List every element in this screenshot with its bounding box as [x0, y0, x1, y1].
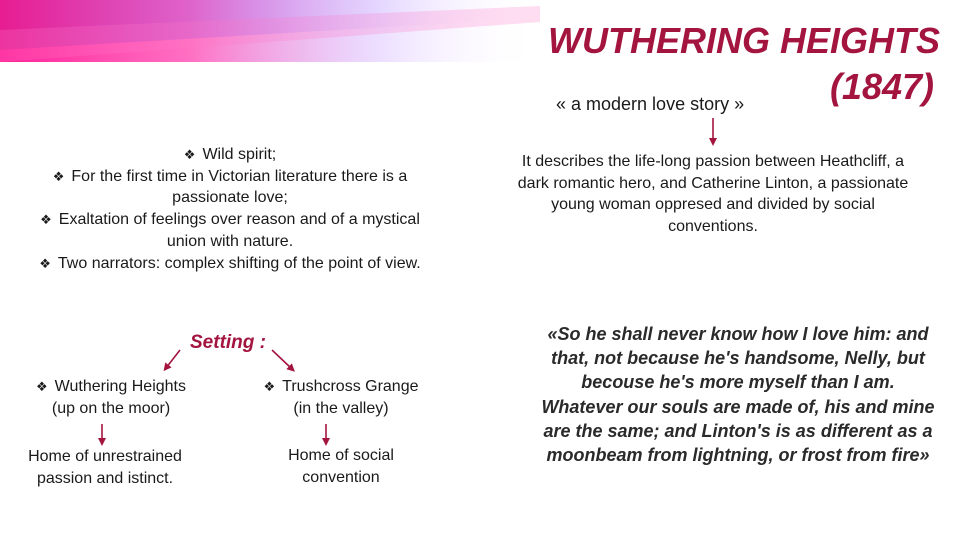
list-item-text: Two narrators: complex shifting of the point of view. [57, 254, 421, 272]
list-item-text: Wild spirit; [202, 146, 277, 163]
list-item [38, 209, 422, 252]
plot-description: It describes the life-long passion between Heathcliff, a dark romantic hero, and Catherine Linton, a passionate young woman oppresed and divided by social conventions. [517, 153, 909, 236]
place-trushcross-grange [246, 376, 436, 420]
place-name: Wuthering Heights [54, 378, 186, 395]
place-detail: (up on the moor) [51, 400, 171, 417]
list-item [38, 166, 422, 209]
diamond-bullet-icon: ❖ [183, 147, 196, 162]
characteristics-list [38, 144, 422, 274]
diamond-bullet-icon: ❖ [36, 379, 48, 394]
diamond-bullet-icon: ❖ [39, 255, 51, 271]
diamond-bullet-icon: ❖ [263, 379, 276, 394]
list-item-text: Exaltation of feelings over reason and of a mystical union with nature. [58, 211, 420, 250]
place-detail: (in the valley) [293, 400, 389, 417]
diamond-bullet-icon: ❖ [40, 212, 52, 228]
place-meaning-trushcross: Home of social convention [288, 447, 394, 486]
novel-quote: «So he shall never know how I love him: and that, not because he's handsome, Nelly, but becouse he's more myself than I am. Whatever our souls are made of, his and mine are the same; and Linton's is as different as a moonbeam from lightning, or frost from fire» [541, 324, 935, 466]
setting-label: Setting : [190, 332, 266, 353]
place-meaning-wuthering: Home of unrestrained passion and istinct. [28, 448, 182, 487]
arrow-setting-to-wuthering [166, 350, 180, 368]
list-item-text: For the first time in Victorian literature there is a passionate love; [71, 167, 408, 207]
title-line-1: WUTHERING HEIGHTS [548, 20, 940, 61]
diamond-bullet-icon: ❖ [52, 168, 65, 184]
subtitle: « a modern love story » [556, 94, 745, 114]
title-year: (1847) [829, 66, 934, 107]
list-item [38, 144, 422, 166]
decorative-gradient-banner [0, 0, 540, 62]
place-name: Trushcross Grange [282, 378, 419, 395]
list-item [38, 253, 422, 275]
arrow-setting-to-trushcross [272, 350, 292, 369]
place-wuthering-heights [22, 376, 200, 420]
